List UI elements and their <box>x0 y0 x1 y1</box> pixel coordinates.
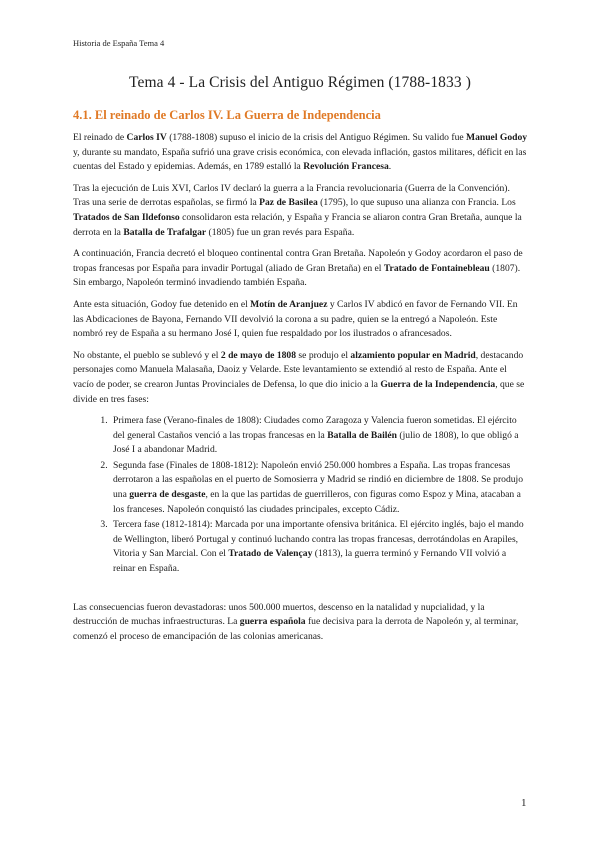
list-item: 3. Tercera fase (1812-1814): Marcada por una importante ofensiva británica. El ejército inglés, bajo el mando de Wellington, liberó Portugal y continuó luchando contra las tropas francesas, derrotándolas en Arapiles, Vitoria y San Marcial. Con el Tratado de Valençay (1813), la guerra terminó y Fernando VII volvió a reinar en España. <box>110 518 528 576</box>
phases-list <box>73 414 528 577</box>
bold-term: Tratado de Valençay <box>228 548 313 560</box>
paragraph-consecuencias: Las consecuencias fueron devastadoras: unos 500.000 muertos, descenso en la natalidad y nupcialidad, y la destrucción de muchas infraestructuras. La guerra española fue decisiva para la derrota de Napoleón y, al terminar, comenzó el proceso de emancipación de las colonias americanas. <box>73 601 519 642</box>
bold-term: guerra de desgaste <box>129 489 206 501</box>
bold-term: 2 de mayo de 1808 <box>220 349 297 361</box>
bold-term: Tratado de Fontainebleau <box>383 262 490 274</box>
section-heading: 4.1. El reinado de Carlos IV. La Guerra de Independencia <box>73 108 381 122</box>
bold-term: Batalla de Trafalgar <box>123 226 207 238</box>
bold-term: Manuel Godoy <box>466 132 528 143</box>
page-header: Historia de España Tema 4 <box>73 38 165 48</box>
bold-term: Motín de Aranjuez <box>250 298 328 310</box>
page-number: 1 <box>521 797 527 809</box>
bold-term: Carlos IV <box>126 132 167 143</box>
bold-term: Revolución Francesa <box>303 161 389 173</box>
paragraph-aranjuez: Ante esta situación, Godoy fue detenido en el Motín de Aranjuez y Carlos IV abdicó en favor de Fernando VII. En las Abdicaciones de Bayona, Fernando VII devolvió la corona a su padre, quien se la entregó a Napoleón. Este nombró rey de España a su hermano José I, quien fue respaldado por los ilustrados o afrancesados. <box>73 298 518 340</box>
bold-term: Batalla de Bailén <box>327 429 398 441</box>
body-text <box>73 131 528 651</box>
list-item: 1. Primera fase (Verano-finales de 1808): Ciudades como Zaragoza y Valencia fueron sometidas. El ejército del general Castaños venció a las tropas francesas en la Batalla de Bailén (julio de 1808), lo que obligó a José I a abandonar Madrid. <box>110 414 528 458</box>
bold-term: Paz de Basilea <box>259 197 318 209</box>
paragraph-convencion: Tras la ejecución de Luis XVI, Carlos IV declaró la guerra a la Francia revolucionaria (Guerra de la Convención). Tras una serie de derrotas españolas, se firmó la Paz de Basilea (1795), lo que supuso una alianza con Francia. Los Tratados de San Ildefonso consolidaron esta relación, y España y Francia se aliaron contra Gran Bretaña, aunque la derrota en la Batalla de Trafalgar (1805) fue un gran revés para España. <box>73 182 522 238</box>
bold-term: alzamiento popular en Madrid <box>350 349 476 361</box>
bold-term: Tratados de San Ildefonso <box>73 211 180 223</box>
document-title: Tema 4 - La Crisis del Antiguo Régimen (1788-1833 ) <box>129 74 471 91</box>
paragraph-alzamiento: No obstante, el pueblo se sublevó y el 2 de mayo de 1808 se produjo el alzamiento popular en Madrid, destacando personajes como Manuela Malasaña, Daoiz y Velarde. Este levantamiento se extendió al resto de España. Ante el vacío de poder, se crearon Juntas Provinciales de Defensa, lo que dio inicio a la Guerra de la Independencia, que se divide en tres fases: <box>73 349 525 405</box>
bold-term: Guerra de la Independencia <box>380 378 496 390</box>
list-item: 2. Segunda fase (Finales de 1808-1812): Napoleón envió 250.000 hombres a España. Las tropas francesas derrotaron a las españolas en el puerto de Somosierra y Madrid se rindió en diciembre de 1808. Se produjo una guerra de desgaste, en la que las partidas de guerrilleros, con figuras como Espoz y Mina, atacaban a los franceses. Napoleón conquistó las ciudades principales, excepto Cádiz. <box>110 459 528 517</box>
paragraph-carlos-iv: El reinado de Carlos IV (1788-1808) supuso el inicio de la crisis del Antiguo Régimen. Su valido fue Manuel Godoy y, durante su mandato, España sufrió una grave crisis económica, con elevada inflación, gastos militares, déficit en las cuentas del Estado y epidemias. Además, en 1789 estalló la Revolución Francesa. <box>73 132 528 173</box>
paragraph-bloqueo: A continuación, Francia decretó el bloqueo continental contra Gran Bretaña. Napoleón y Godoy acordaron el paso de tropas francesas por España para invadir Portugal (aliado de Gran Bretaña) en el Tratado de Fontainebleau (1807). Sin embargo, Napoleón terminó invadiendo también España. <box>73 248 523 289</box>
bold-term: guerra española <box>239 616 306 628</box>
